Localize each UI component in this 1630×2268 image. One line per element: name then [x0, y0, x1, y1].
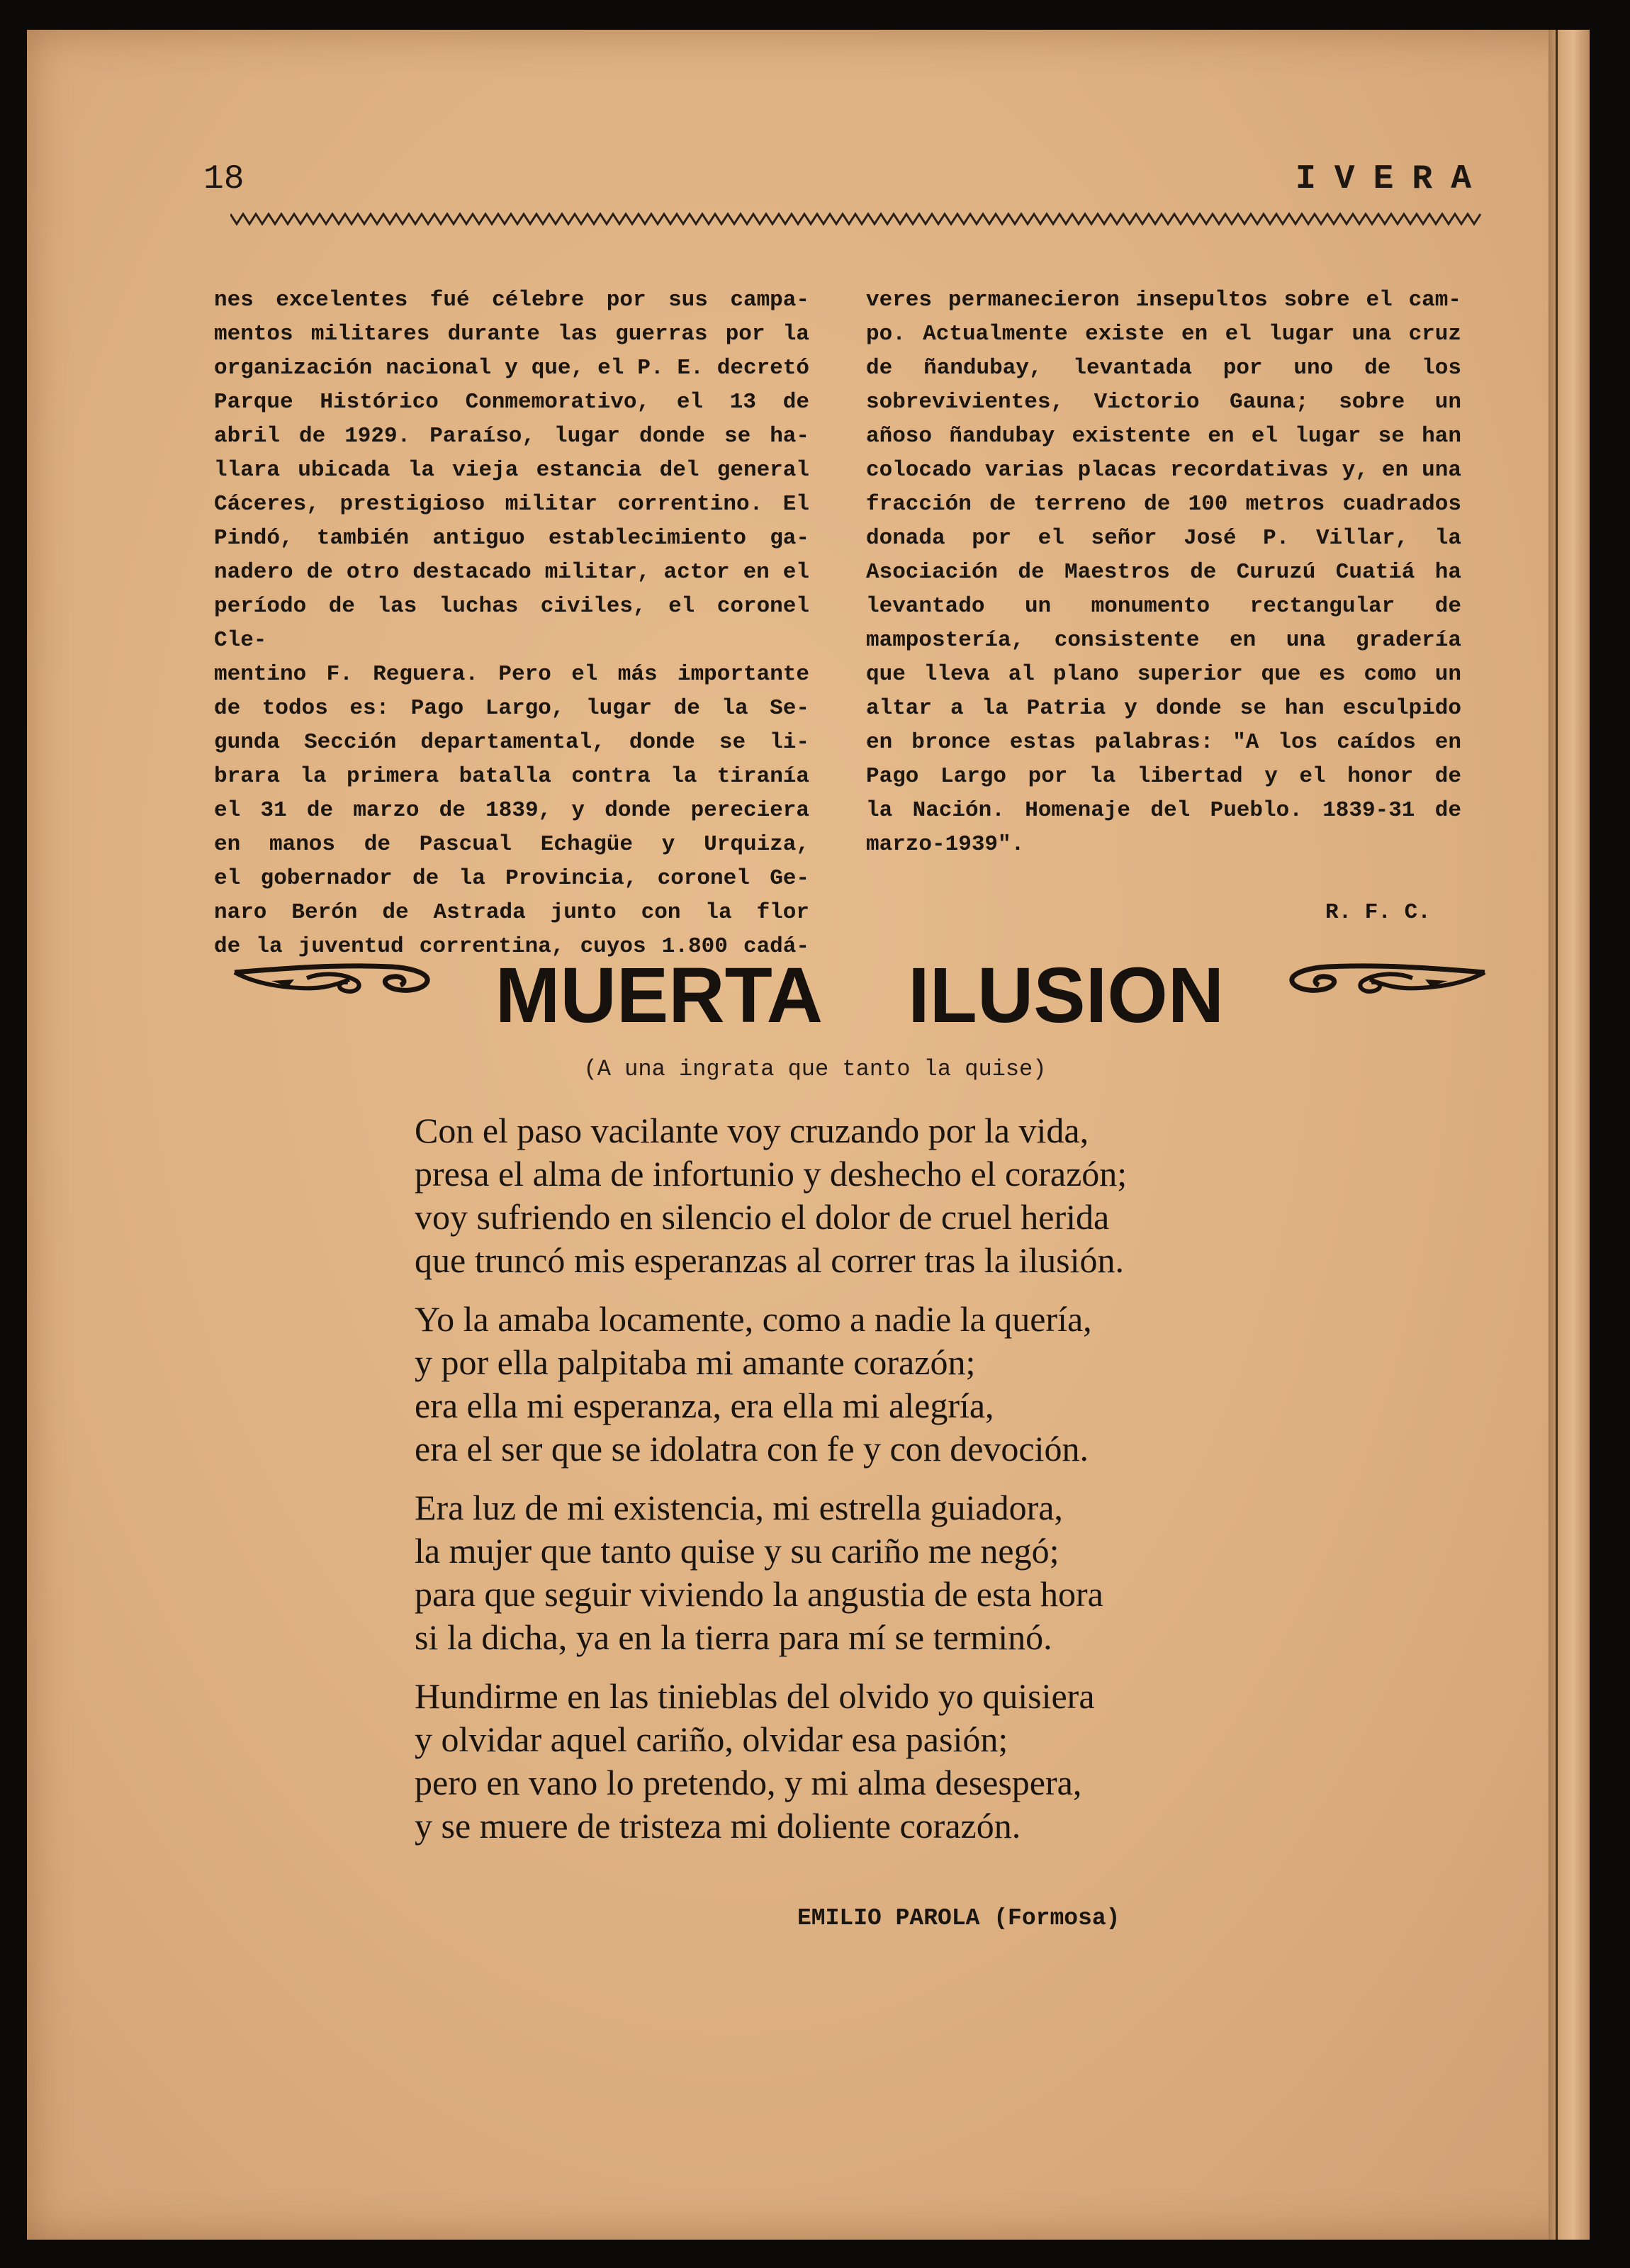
poem-verse: y se muere de tristeza mi doliente corazón.: [415, 1806, 1021, 1846]
text-line: mentos militares durante las guerras por la: [214, 322, 809, 347]
text-line: organización nacional y que, el P. E. decretó: [214, 356, 809, 381]
text-line: de todos es: Pago Largo, lugar de la Se-: [214, 696, 809, 721]
poem-verse: si la dicha, ya en la tierra para mí se terminó.: [415, 1617, 1052, 1657]
poem-verse: era ella mi esperanza, era ella mi alegría,: [415, 1386, 994, 1425]
page-header: [203, 160, 1490, 203]
text-line: Asociación de Maestros de Curuzú Cuatiá ha: [866, 560, 1461, 585]
poem-stanza: [415, 1675, 1407, 1848]
poem-verse: para que seguir viviendo la angustia de esta hora: [415, 1574, 1103, 1614]
text-line: Pindó, también antiguo establecimiento ga-: [214, 526, 809, 551]
poem-verse: Con el paso vacilante voy cruzando por la vida,: [415, 1111, 1089, 1150]
text-line: altar a la Patria y donde se han esculpido: [866, 696, 1461, 721]
text-line: donada por el señor José P. Villar, la: [866, 526, 1461, 551]
text-line: sobrevivientes, Victorio Gauna; sobre un: [866, 390, 1461, 415]
poem-verse: Hundirme en las tinieblas del olvido yo quisiera: [415, 1676, 1095, 1716]
text-line: de la juventud correntina, cuyos 1.800 cadá-: [214, 934, 809, 959]
page-binding: [1548, 30, 1590, 2240]
page-number: 18: [203, 160, 244, 198]
text-line: llara ubicada la vieja estancia del general: [214, 458, 809, 483]
text-line: en bronce estas palabras: "A los caídos en: [866, 730, 1461, 755]
text-line: fracción de terreno de 100 metros cuadrados: [866, 492, 1461, 517]
poem-stanza: [415, 1109, 1407, 1282]
text-line: añoso ñandubay existente en el lugar se han: [866, 424, 1461, 449]
text-line: el gobernador de la Provincia, coronel Ge-: [214, 866, 809, 891]
text-line: Cáceres, prestigioso militar correntino. El: [214, 492, 809, 517]
text-line: veres permanecieron insepultos sobre el cam-: [866, 288, 1461, 313]
poem-dedication: (A una ingrata que tanto la quise): [583, 1056, 1047, 1082]
poem-title-word: MUERTA: [495, 952, 824, 1039]
text-line: brara la primera batalla contra la tiranía: [214, 764, 809, 789]
poem-title-word: ILUSION: [908, 952, 1225, 1039]
text-line: po. Actualmente existe en el lugar una cruz: [866, 322, 1461, 347]
text-line: nes excelentes fué célebre por sus campa-: [214, 288, 809, 313]
text-line: la Nación. Homenaje del Pueblo. 1839-31 de: [866, 798, 1461, 823]
text-line: nadero de otro destacado militar, actor en el: [214, 560, 809, 585]
text-line: colocado varias placas recordativas y, en una: [866, 458, 1461, 483]
poem-verse: que truncó mis esperanzas al correr tras la ilusión.: [415, 1240, 1125, 1280]
journal-name: IVERA: [1295, 160, 1490, 198]
text-line: naro Berón de Astrada junto con la flor: [214, 900, 809, 925]
right-ornament-icon: [1285, 957, 1490, 1006]
text-line: período de las luchas civiles, el coronel Cle-: [214, 594, 809, 653]
text-line: mentino F. Reguera. Pero el más importante: [214, 662, 809, 687]
poem-author: EMILIO PAROLA (Formosa): [797, 1905, 1120, 1931]
poem-verse: voy sufriendo en silencio el dolor de cruel herida: [415, 1197, 1110, 1237]
text-line: el 31 de marzo de 1839, y donde pereciera: [214, 798, 809, 823]
text-line: levantado un monumento rectangular de: [866, 594, 1461, 619]
text-line: marzo-1939".: [866, 832, 1025, 857]
poem-verse: Yo la amaba locamente, como a nadie la quería,: [415, 1299, 1092, 1339]
poem-verse: la mujer que tanto quise y su cariño me negó;: [415, 1531, 1060, 1571]
text-line: en manos de Pascual Echagüe y Urquiza,: [214, 832, 809, 857]
poem-verse: era el ser que se idolatra con fe y con devoción.: [415, 1429, 1089, 1469]
poem-stanza: [415, 1298, 1407, 1471]
article-right-column: [866, 284, 1461, 862]
text-line: Pago Largo por la libertad y el honor de: [866, 764, 1461, 789]
poem-verse: y por ella palpitaba mi amante corazón;: [415, 1342, 976, 1382]
poem-verse: presa el alma de infortunio y deshecho el corazón;: [415, 1154, 1128, 1194]
poem-verse: y olvidar aquel cariño, olvidar esa pasión;: [415, 1719, 1008, 1759]
poem-body: [415, 1109, 1407, 1863]
text-line: Parque Histórico Conmemorativo, el 13 de: [214, 390, 809, 415]
poem-verse: pero en vano lo pretendo, y mi alma desespera,: [415, 1763, 1082, 1802]
text-line: que lleva al plano superior que es como un: [866, 662, 1461, 687]
text-line: abril de 1929. Paraíso, lugar donde se ha-: [214, 424, 809, 449]
text-line: de ñandubay, levantada por uno de los: [866, 356, 1461, 381]
poem-stanza: [415, 1486, 1407, 1659]
text-line: gunda Sección departamental, donde se li-: [214, 730, 809, 755]
poem-title-block: [229, 950, 1490, 1042]
text-line: mampostería, consistente en una gradería: [866, 628, 1461, 653]
article-left-column: [214, 284, 809, 964]
poem-verse: Era luz de mi existencia, mi estrella guiadora,: [415, 1488, 1063, 1527]
article-signature: R. F. C.: [1325, 900, 1431, 925]
header-zigzag-rule: [230, 211, 1485, 227]
